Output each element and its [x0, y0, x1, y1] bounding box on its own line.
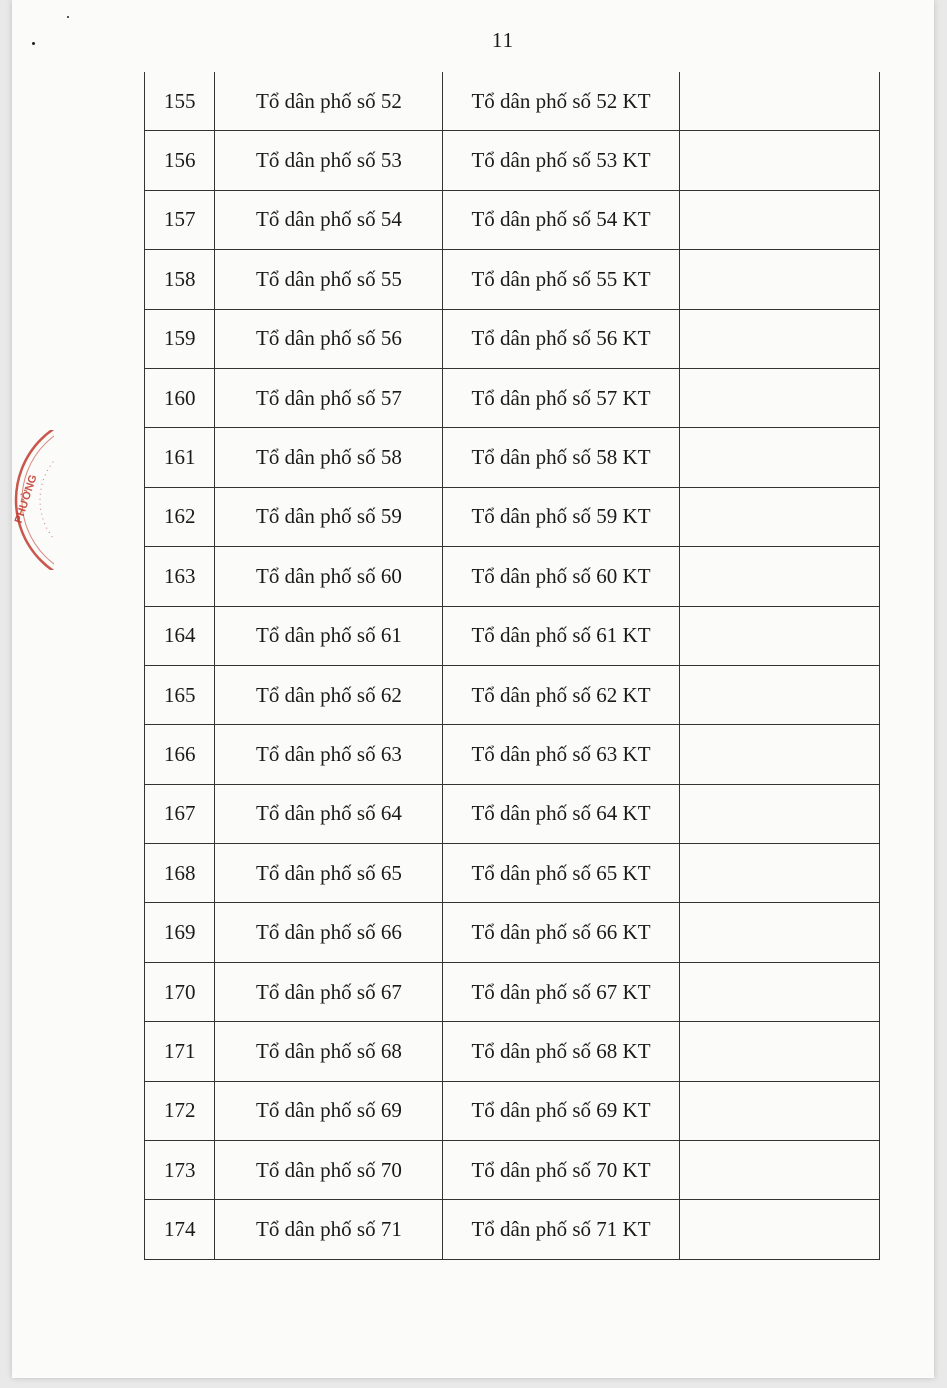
old-name-cell: Tổ dân phố số 66 [215, 903, 443, 962]
scan-speck [67, 16, 69, 18]
new-name-cell: Tổ dân phố số 52 KT [443, 72, 679, 131]
note-cell [679, 1200, 879, 1259]
old-name-cell: Tổ dân phố số 57 [215, 368, 443, 427]
old-name-cell: Tổ dân phố số 69 [215, 1081, 443, 1140]
table-row [145, 190, 880, 249]
row-number-cell: 169 [145, 903, 215, 962]
table-row [145, 487, 880, 546]
row-number-cell: 166 [145, 725, 215, 784]
old-name-cell: Tổ dân phố số 68 [215, 1022, 443, 1081]
note-cell [679, 368, 879, 427]
table-row [145, 844, 880, 903]
old-name-cell: Tổ dân phố số 59 [215, 487, 443, 546]
row-number-cell: 159 [145, 309, 215, 368]
row-number-cell: 164 [145, 606, 215, 665]
table-row [145, 1200, 880, 1259]
table-row [145, 250, 880, 309]
new-name-cell: Tổ dân phố số 71 KT [443, 1200, 679, 1259]
row-number-cell: 171 [145, 1022, 215, 1081]
new-name-cell: Tổ dân phố số 63 KT [443, 725, 679, 784]
old-name-cell: Tổ dân phố số 71 [215, 1200, 443, 1259]
note-cell [679, 72, 879, 131]
note-cell [679, 309, 879, 368]
old-name-cell: Tổ dân phố số 58 [215, 428, 443, 487]
row-number-cell: 165 [145, 665, 215, 724]
table-row [145, 72, 880, 131]
row-number-cell: 170 [145, 962, 215, 1021]
new-name-cell: Tổ dân phố số 67 KT [443, 962, 679, 1021]
note-cell [679, 547, 879, 606]
new-name-cell: Tổ dân phố số 58 KT [443, 428, 679, 487]
note-cell [679, 665, 879, 724]
new-name-cell: Tổ dân phố số 62 KT [443, 665, 679, 724]
table-row [145, 784, 880, 843]
old-name-cell: Tổ dân phố số 54 [215, 190, 443, 249]
table-row [145, 1141, 880, 1200]
new-name-cell: Tổ dân phố số 56 KT [443, 309, 679, 368]
note-cell [679, 725, 879, 784]
new-name-cell: Tổ dân phố số 54 KT [443, 190, 679, 249]
new-name-cell: Tổ dân phố số 70 KT [443, 1141, 679, 1200]
new-name-cell: Tổ dân phố số 57 KT [443, 368, 679, 427]
new-name-cell: Tổ dân phố số 55 KT [443, 250, 679, 309]
row-number-cell: 156 [145, 131, 215, 190]
old-name-cell: Tổ dân phố số 53 [215, 131, 443, 190]
table-row [145, 1022, 880, 1081]
note-cell [679, 131, 879, 190]
old-name-cell: Tổ dân phố số 52 [215, 72, 443, 131]
table-row [145, 1081, 880, 1140]
note-cell [679, 1022, 879, 1081]
old-name-cell: Tổ dân phố số 60 [215, 547, 443, 606]
new-name-cell: Tổ dân phố số 69 KT [443, 1081, 679, 1140]
row-number-cell: 161 [145, 428, 215, 487]
row-number-cell: 158 [145, 250, 215, 309]
old-name-cell: Tổ dân phố số 61 [215, 606, 443, 665]
table-row [145, 606, 880, 665]
old-name-cell: Tổ dân phố số 65 [215, 844, 443, 903]
row-number-cell: 163 [145, 547, 215, 606]
old-name-cell: Tổ dân phố số 55 [215, 250, 443, 309]
row-number-cell: 173 [145, 1141, 215, 1200]
new-name-cell: Tổ dân phố số 61 KT [443, 606, 679, 665]
new-name-cell: Tổ dân phố số 64 KT [443, 784, 679, 843]
note-cell [679, 903, 879, 962]
old-name-cell: Tổ dân phố số 64 [215, 784, 443, 843]
table-row [145, 903, 880, 962]
row-number-cell: 167 [145, 784, 215, 843]
note-cell [679, 844, 879, 903]
old-name-cell: Tổ dân phố số 63 [215, 725, 443, 784]
note-cell [679, 962, 879, 1021]
note-cell [679, 190, 879, 249]
row-number-cell: 168 [145, 844, 215, 903]
red-seal-stamp [10, 430, 54, 570]
new-name-cell: Tổ dân phố số 59 KT [443, 487, 679, 546]
note-cell [679, 1141, 879, 1200]
old-name-cell: Tổ dân phố số 67 [215, 962, 443, 1021]
old-name-cell: Tổ dân phố số 62 [215, 665, 443, 724]
row-number-cell: 172 [145, 1081, 215, 1140]
new-name-cell: Tổ dân phố số 65 KT [443, 844, 679, 903]
note-cell [679, 487, 879, 546]
note-cell [679, 428, 879, 487]
table-row [145, 131, 880, 190]
table-row [145, 547, 880, 606]
table-row [145, 309, 880, 368]
new-name-cell: Tổ dân phố số 68 KT [443, 1022, 679, 1081]
note-cell [679, 606, 879, 665]
row-number-cell: 157 [145, 190, 215, 249]
new-name-cell: Tổ dân phố số 60 KT [443, 547, 679, 606]
new-name-cell: Tổ dân phố số 66 KT [443, 903, 679, 962]
row-number-cell: 160 [145, 368, 215, 427]
old-name-cell: Tổ dân phố số 70 [215, 1141, 443, 1200]
svg-text:PHƯỜNG: PHƯỜNG [12, 473, 40, 525]
residential-group-table [144, 72, 880, 1260]
table-row [145, 962, 880, 1021]
document-page [12, 0, 934, 1378]
row-number-cell: 162 [145, 487, 215, 546]
page-number: 11 [491, 28, 515, 52]
row-number-cell: 155 [145, 72, 215, 131]
table-row [145, 368, 880, 427]
note-cell [679, 1081, 879, 1140]
row-number-cell: 174 [145, 1200, 215, 1259]
new-name-cell: Tổ dân phố số 53 KT [443, 131, 679, 190]
table-row [145, 665, 880, 724]
table-row [145, 725, 880, 784]
note-cell [679, 784, 879, 843]
note-cell [679, 250, 879, 309]
table-row [145, 428, 880, 487]
old-name-cell: Tổ dân phố số 56 [215, 309, 443, 368]
